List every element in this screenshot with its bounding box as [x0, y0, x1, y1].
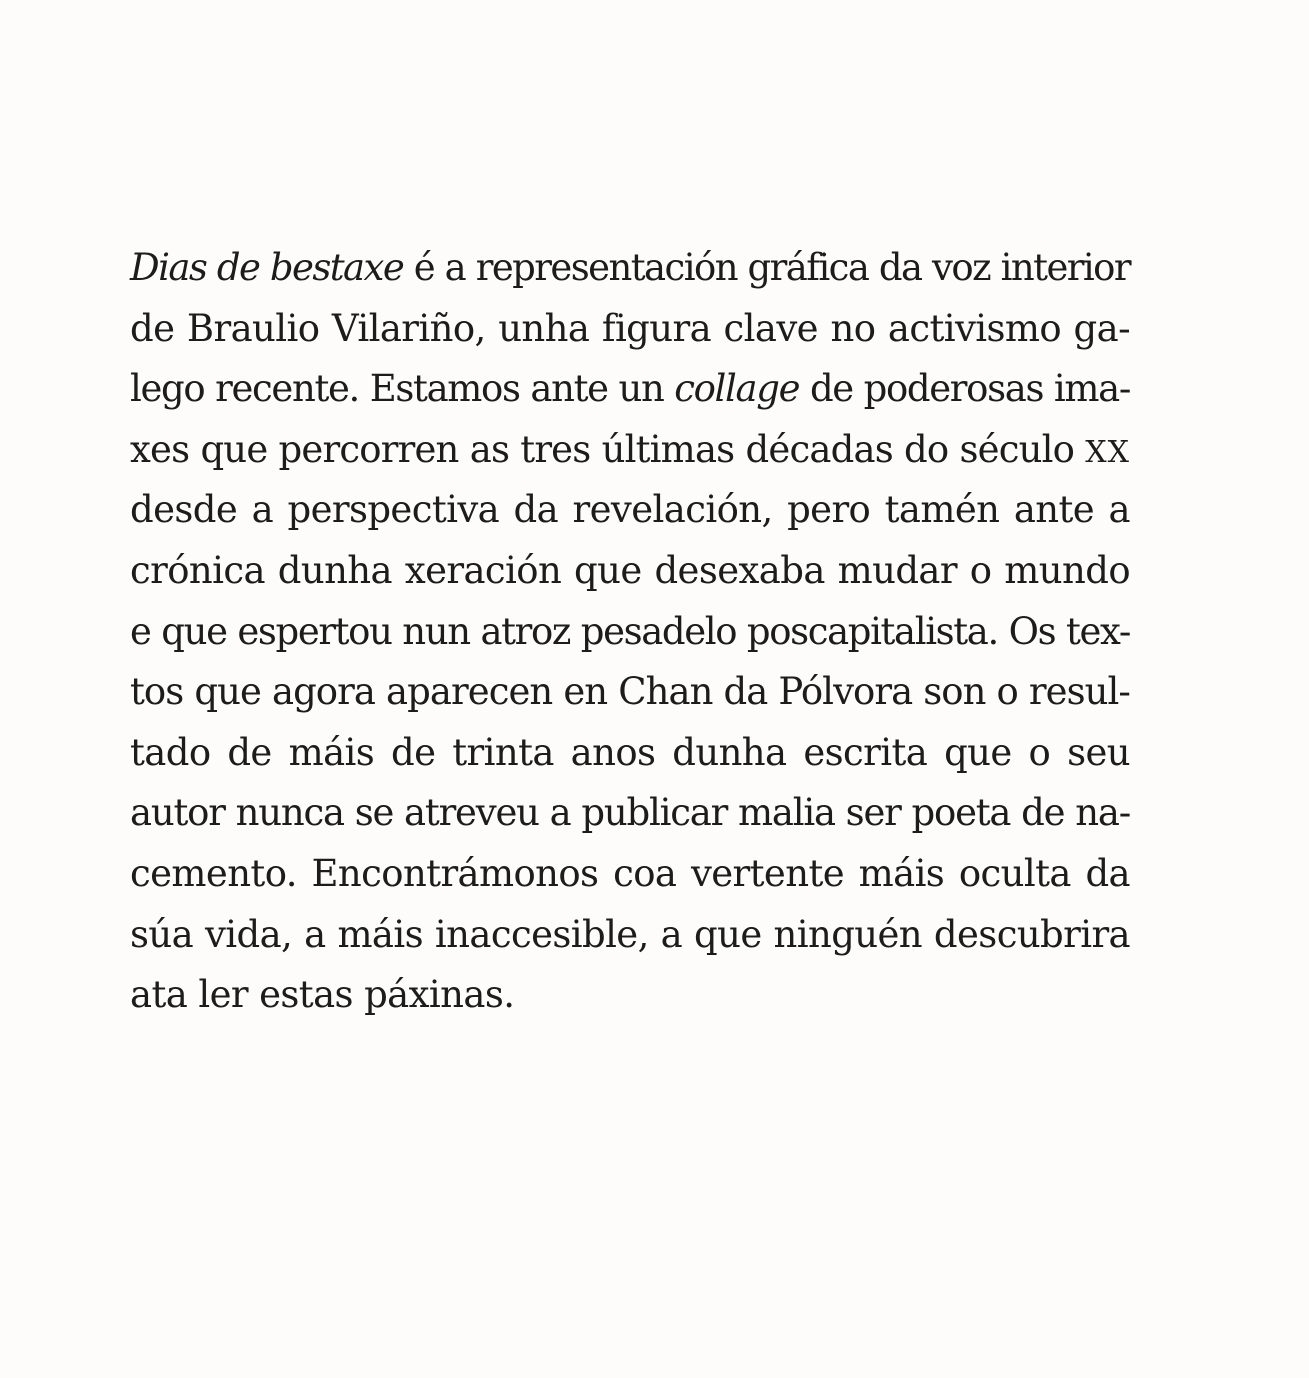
text-line: ata ler estas páxinas. [130, 973, 515, 1017]
century-numeral: XX [1085, 434, 1130, 470]
text-line: desde a perspectiva da revelación, pero tamén ante a [130, 488, 1130, 532]
text-line: de Braulio Vilariño, unha figura clave no activismo ga- [130, 306, 1130, 350]
book-title: Dias de bestaxe [130, 246, 404, 289]
body-paragraph [130, 238, 1130, 1026]
text-line: crónica dunha xeración que desexaba mudar o mundo [130, 548, 1130, 592]
text-line: súa vida, a máis inaccesible, a que ninguén descubrira [130, 912, 1130, 956]
text-line: tado de máis de trinta anos dunha escrita que o seu [130, 730, 1130, 774]
text-span: xes que percorren as tres últimas décadas do século [130, 427, 1086, 471]
text-span: de poderosas ima- [799, 367, 1130, 411]
text-line: cemento. Encontrámonos coa vertente máis oculta da [130, 851, 1130, 895]
text-line: e que espertou nun atroz pesadelo poscapitalista. Os tex- [130, 609, 1130, 653]
italic-term: collage [674, 367, 800, 411]
text-line [130, 238, 1130, 299]
text-line: autor nunca se atreveu a publicar malia ser poeta de na- [130, 791, 1130, 835]
text-line: tos que agora aparecen en Chan da Pólvora son o resul- [130, 670, 1130, 714]
text-line [130, 359, 1130, 420]
text-line [130, 420, 1130, 481]
text-span: lego recente. Estamos ante un [130, 367, 675, 411]
text-span: é a representación gráfica da voz interior [403, 246, 1131, 289]
